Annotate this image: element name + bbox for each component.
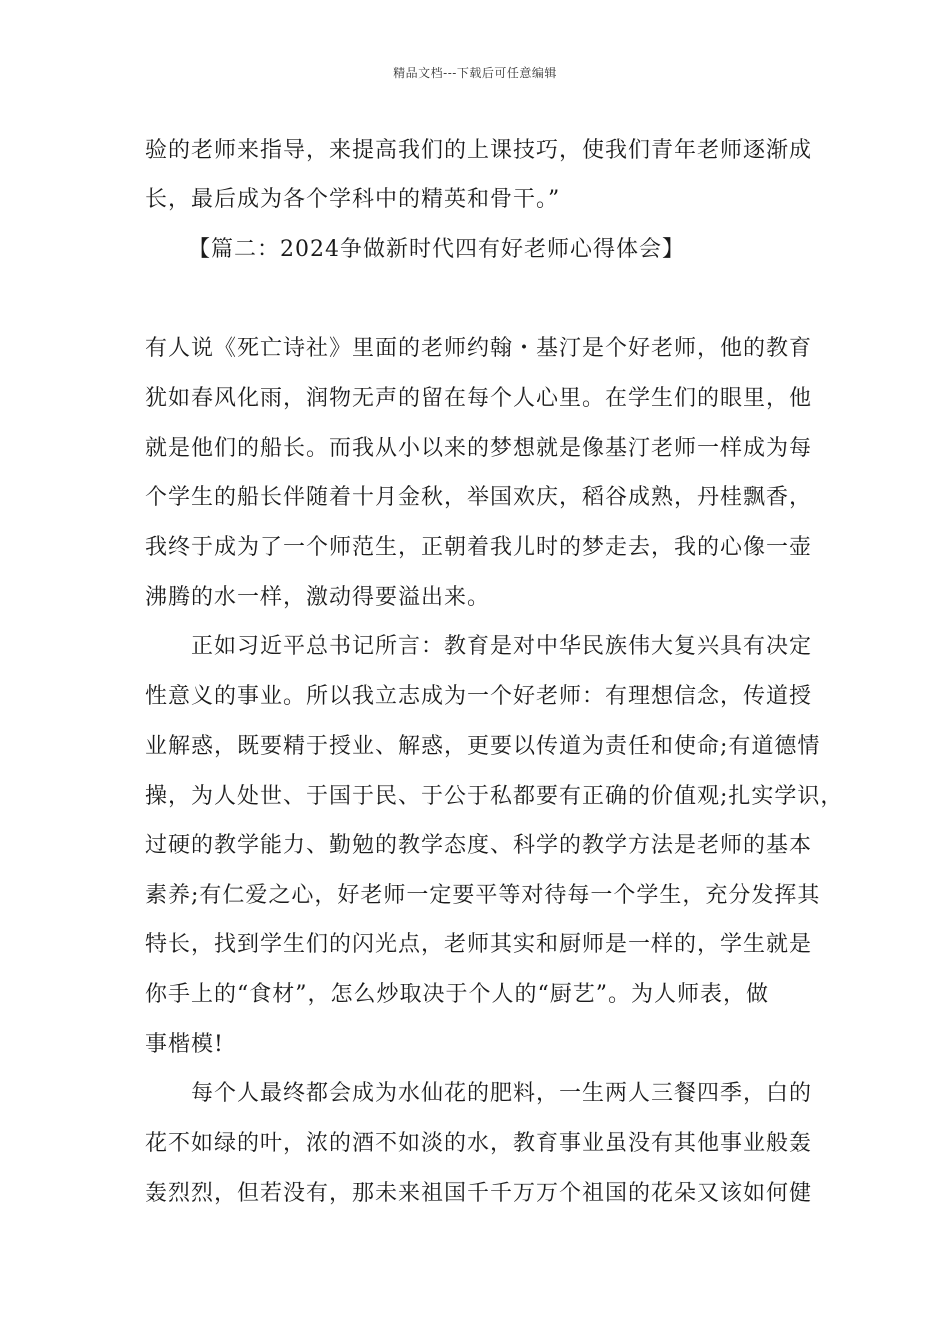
text-line: 我终于成为了一个师范生，正朝着我儿时的梦走去，我的心像一壶 [145, 535, 813, 560]
text-line: 业解惑，既要精于授业、解惑，更要以传道为责任和使命;有道德情 [145, 734, 821, 759]
text-line: 有人说《死亡诗社》里面的老师约翰・基汀是个好老师，他的教育 [145, 336, 813, 361]
text-line: 过硬的教学能力、勤勉的教学态度、科学的教学方法是老师的基本 [145, 833, 813, 858]
page-header: 精品文档---下载后可任意编辑 [393, 66, 557, 80]
paragraph-first-line: 正如习近平总书记所言：教育是对中华民族伟大复兴具有决定 [191, 634, 813, 659]
text-line: 特长，找到学生们的闪光点，老师其实和厨师是一样的，学生就是 [145, 932, 813, 957]
text-line: 性意义的事业。所以我立志成为一个好老师：有理想信念，传道授 [145, 684, 813, 709]
text-line: 沸腾的水一样，激动得要溢出来。 [145, 585, 491, 610]
text-line: 轰烈烈，但若没有，那未来祖国千千万万个祖国的花朵又该如何健 [145, 1181, 813, 1206]
text-line: 花不如绿的叶，浓的酒不如淡的水，教育事业虽没有其他事业般轰 [145, 1131, 813, 1156]
text-line: 个学生的船长伴随着十月金秋，举国欢庆，稻谷成熟，丹桂飘香， [145, 485, 813, 510]
text-line: 素养;有仁爱之心，好老师一定要平等对待每一个学生，充分发挥其 [145, 883, 821, 908]
paragraph-first-line: 每个人最终都会成为水仙花的肥料，一生两人三餐四季，白的 [191, 1081, 813, 1106]
text-line: 就是他们的船长。而我从小以来的梦想就是像基汀老师一样成为每 [145, 436, 813, 461]
text-line: 犹如春风化雨，润物无声的留在每个人心里。在学生们的眼里，他 [145, 386, 813, 411]
section-heading: 【篇二：2024争做新时代四有好老师心得体会】 [188, 237, 685, 262]
text-line: 验的老师来指导，来提高我们的上课技巧，使我们青年老师逐渐成 [145, 138, 813, 163]
text-line: 长，最后成为各个学科中的精英和骨干。” [145, 187, 561, 212]
text-line: 操，为人处世、于国于民、于公于私都要有正确的价值观;扎实学识， [145, 784, 844, 809]
text-line: 你手上的“食材”，怎么炒取决于个人的“厨艺”。为人师表，做 [145, 982, 769, 1007]
text-line: 事楷模! [145, 1032, 224, 1057]
